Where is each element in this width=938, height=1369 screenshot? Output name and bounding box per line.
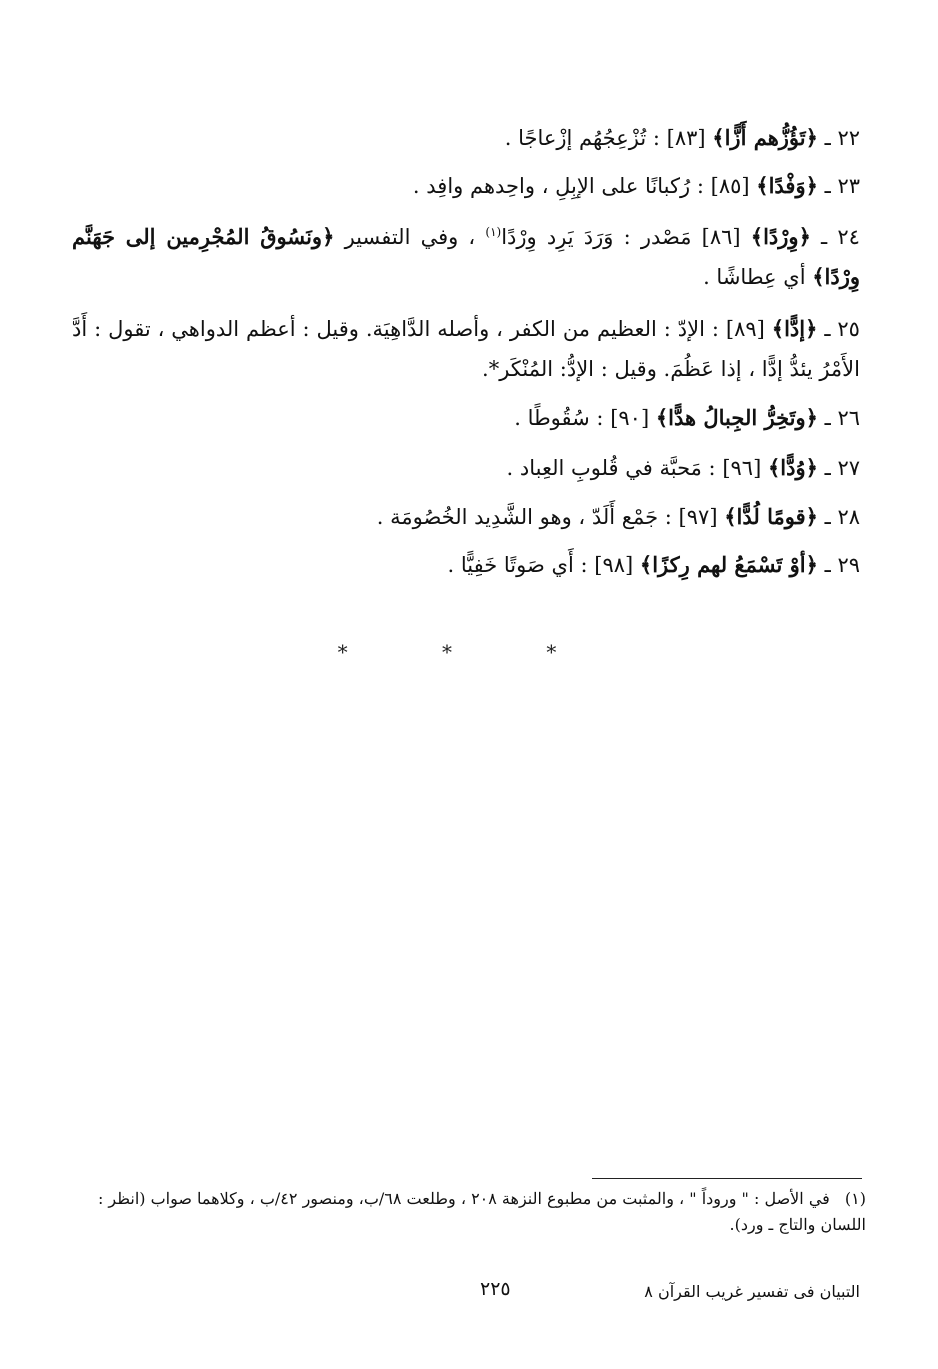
quran-phrase: ﴿وُدًّا﴾: [767, 455, 818, 480]
verse-reference: [٨٩]: [725, 317, 765, 341]
entry-number: ٢٣: [837, 174, 860, 198]
quran-phrase: ﴿وَفْدًا﴾: [756, 173, 818, 198]
entry-22: ٢٢ ـ ﴿تَؤُزُّهم أَزًّا﴾ [٨٣] : تُزْعِجُهُم إزْعاجًا .: [504, 125, 860, 150]
running-title: التبيان فى تفسير غريب القرآن ٨: [644, 1282, 860, 1301]
entry-28: ٢٨ ـ ﴿قومًا لُدًّا﴾ [٩٧] : جَمْع أَلَدّ ، وهو الشَّدِيد الخُصُومَة .: [376, 504, 860, 529]
quran-phrase: ﴿وتَخِرُّ الجِبالُ هدًّا﴾: [655, 405, 818, 430]
verse-reference: [٨٥]: [710, 174, 750, 198]
entry-23: ٢٣ ـ ﴿وَفْدًا﴾ [٨٥] : رُكبانًا على الإبِلِ ، واحِدهم وافِد .: [412, 173, 860, 198]
quran-phrase: ﴿قومًا لُدًّا﴾: [724, 504, 818, 529]
quran-phrase-secondary: ﴿ونَسُوقُ المُجْرِمين إلى جَهَنَّم وِرْدًا﴾: [72, 224, 860, 289]
entry-24: ٢٤ ـ ﴿وِرْدًا﴾ [٨٦] مَصْدر : وَرَدَ يَرِد وِرْدًا$^{(١)}$ ، وفي التفسير ﴿ونَسُوقُ المُجْرِمين إلى جَهَنَّم وِرْدًا﴾ أي عِطاشًا .: [72, 224, 860, 289]
entry-number: ٢٧: [837, 456, 860, 480]
entry-number: ٢٥: [837, 317, 860, 341]
footnote-divider: [592, 1178, 862, 1179]
footnote: [76, 1186, 866, 1238]
entry-definition-part-3: أي عِطاشًا .: [703, 265, 806, 289]
entry-definition: : جَمْع أَلَدّ ، وهو الشَّدِيد الخُصُومَة .: [376, 505, 672, 529]
entry-27: ٢٧ ـ ﴿وُدًّا﴾ [٩٦] : مَحبَّة في قُلوبِ العِباد .: [506, 455, 860, 480]
page-number: ٢٢٥: [480, 1278, 511, 1300]
entry-definition: : الإدّ : العظيم من الكفر ، وأصله الدَّاهِيَة. وقيل : أعظم الدواهي ، تقول : أَدَّ الأَمْرُ يئدُّ إدًّا ، إذا عَظُمَ. وقيل : الإدُّ: المُنْكَر*.: [72, 317, 860, 381]
entry-definition-part-1: مَصْدر : وَرَدَ يَرِد وِرْدًا: [501, 225, 692, 249]
footnote-number: (١): [844, 1189, 866, 1208]
verse-reference: [٨٦]: [701, 225, 741, 249]
entry-number: ٢٤: [837, 225, 860, 249]
quran-phrase: ﴿إدًّا﴾: [771, 316, 818, 341]
entry-definition: : رُكبانًا على الإبِلِ ، واحِدهم وافِد .: [412, 174, 704, 198]
entry-29: ٢٩ ـ ﴿أوْ تَسْمَعُ لهم رِكزًا﴾ [٩٨] : أَي صَوتًا خَفِيًّا .: [447, 552, 860, 577]
entry-number: ٢٢: [837, 126, 860, 150]
verse-reference: [٩٧]: [678, 505, 718, 529]
entry-number: ٢٩: [837, 553, 860, 577]
entry-number: ٢٨: [837, 505, 860, 529]
section-separator: * * *: [337, 640, 601, 664]
entry-definition: : سُقُوطًا .: [514, 406, 604, 430]
verse-reference: [٩٦]: [722, 456, 762, 480]
entry-definition: : تُزْعِجُهُم إزْعاجًا .: [504, 126, 660, 150]
quran-phrase: ﴿أوْ تَسْمَعُ لهم رِكزًا﴾: [639, 552, 818, 577]
verse-reference: [٨٣]: [666, 126, 706, 150]
quran-phrase: ﴿تَؤُزُّهم أَزًّا﴾: [712, 125, 818, 150]
entry-26: ٢٦ ـ ﴿وتَخِرُّ الجِبالُ هدًّا﴾ [٩٠] : سُقُوطًا .: [514, 405, 860, 430]
footnote-marker: (١): [485, 225, 502, 239]
verse-reference: [٩٠]: [610, 406, 650, 430]
footnote-text: في الأصل : " وروداً " ، والمثبت من مطبوع النزهة ٢٠٨ ، وطلعت ٦٨/ب، ومنصور ٤٢/ب ، وكلاهما صواب (انظر : اللسان والتاج ـ ورد).: [97, 1189, 866, 1234]
verse-reference: [٩٨]: [594, 553, 634, 577]
entry-number: ٢٦: [837, 406, 860, 430]
quran-phrase: ﴿وِرْدًا﴾: [750, 224, 811, 249]
entry-25: ٢٥ ـ ﴿إدًّا﴾ [٨٩] : الإدّ : العظيم من الكفر ، وأصله الدَّاهِيَة. وقيل : أعظم الدواهي ، تقول : أَدَّ الأَمْرُ يئدُّ إدًّا ، إذا عَظُمَ. وقيل : الإدُّ: المُنْكَر*.: [72, 316, 860, 381]
entry-definition: : أَي صَوتًا خَفِيًّا .: [447, 553, 588, 577]
entry-definition-part-2: ، وفي التفسير: [344, 225, 476, 249]
entry-definition: : مَحبَّة في قُلوبِ العِباد .: [506, 456, 716, 480]
